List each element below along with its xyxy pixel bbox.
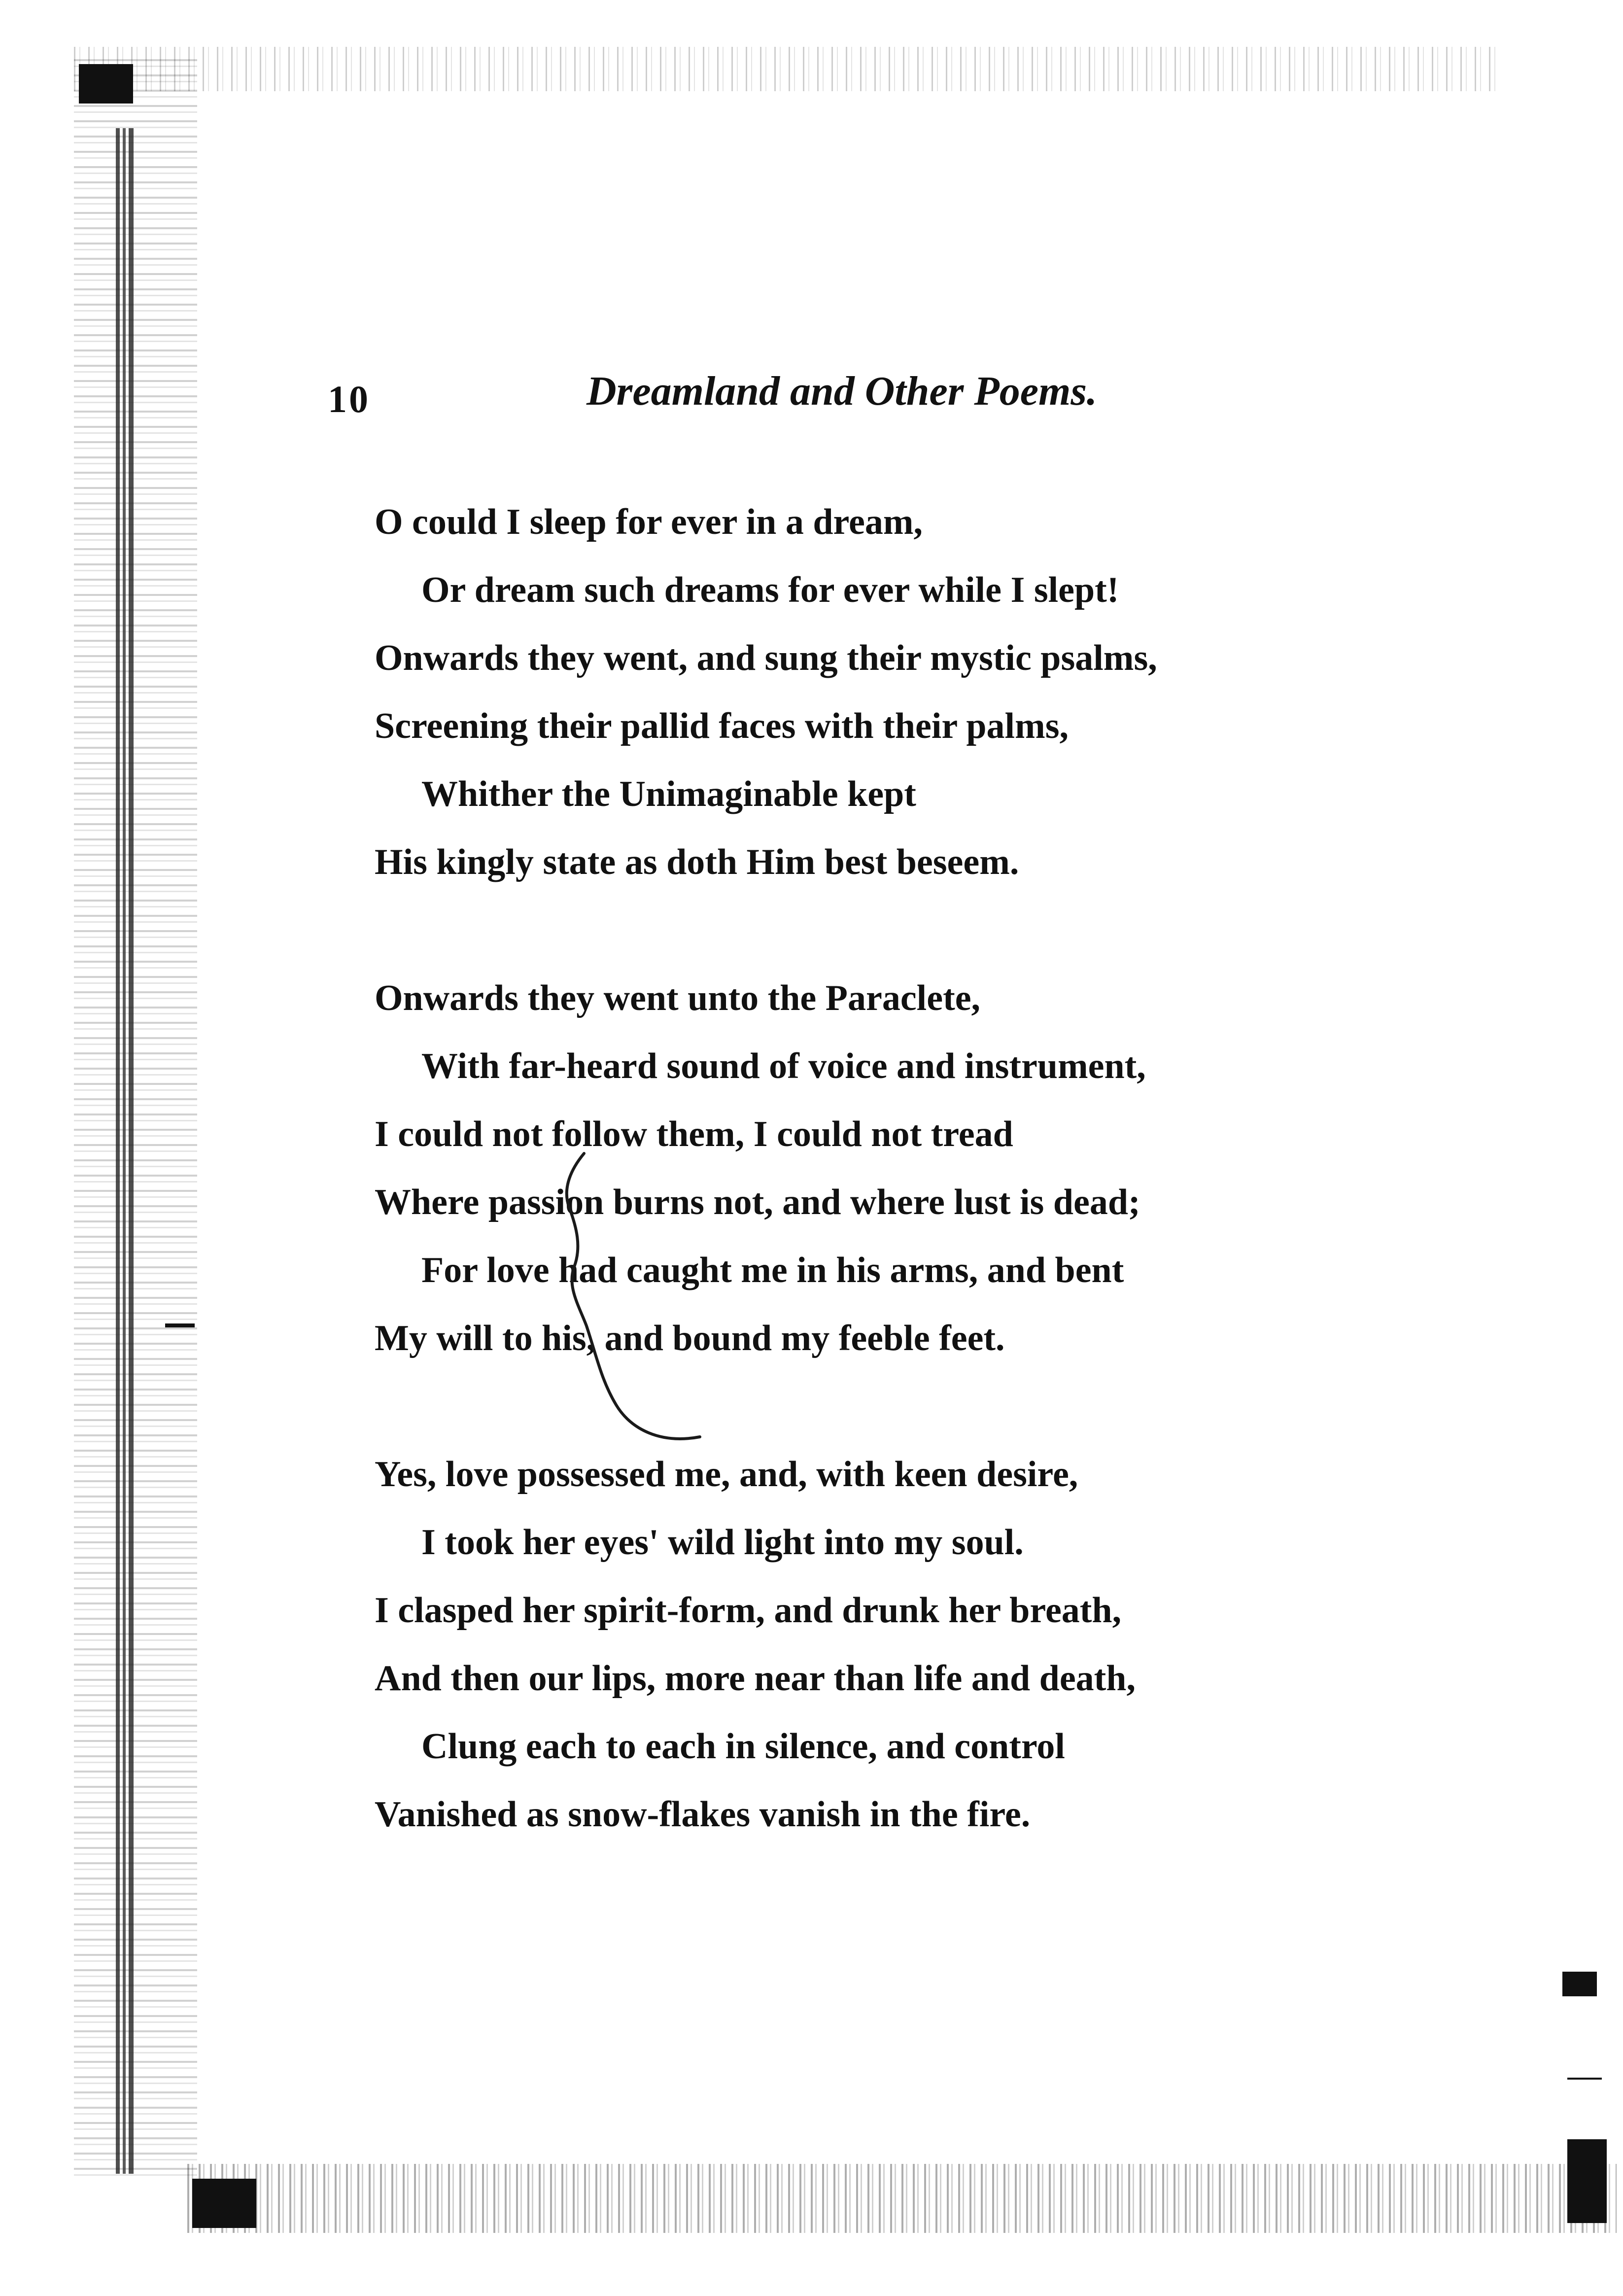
running-header (328, 367, 1230, 426)
scan-corner-block-right-upper (1562, 1972, 1597, 1996)
poem-line: I clasped her spirit-form, and drunk her breath, (375, 1590, 1122, 1631)
page-number: 10 (328, 378, 370, 420)
poem-line: Onwards they went, and sung their mystic psalms, (375, 638, 1157, 678)
scan-edge-left (74, 59, 197, 2179)
stanza (375, 488, 1311, 896)
poem-line: Clung each to each in silence, and control (421, 1726, 1065, 1767)
scan-gutter-rule (116, 128, 134, 2174)
poem-line: Yes, love possessed me, and, with keen desire, (375, 1454, 1078, 1495)
poem-line: And then our lips, more near than life and death, (375, 1658, 1136, 1699)
stanza (375, 1440, 1311, 1848)
poem-line: Where passion burns not, and where lust is dead; (375, 1182, 1140, 1222)
poem-line: His kingly state as doth Him best beseem. (375, 842, 1019, 882)
poem-line: Vanished as snow-flakes vanish in the fire. (375, 1794, 1031, 1835)
scan-edge-top (74, 47, 1503, 91)
poem-line: With far-heard sound of voice and instrument, (421, 1046, 1146, 1086)
scan-corner-block-top-left (79, 64, 133, 104)
poem-line: My will to his, and bound my feeble feet. (375, 1318, 1005, 1358)
running-title: Dreamland and Other Poems. (587, 368, 1098, 414)
scan-corner-block-right-lower (1567, 2139, 1607, 2223)
poem-line: Onwards they went unto the Paraclete, (375, 978, 981, 1018)
scan-corner-block-bottom-left (192, 2179, 256, 2228)
poem-line: Or dream such dreams for ever while I slept! (421, 570, 1119, 610)
handwritten-pen-mark (542, 1148, 789, 1469)
poem-line: For love had caught me in his arms, and bent (421, 1250, 1124, 1290)
scan-tick (1567, 2078, 1602, 2080)
stanza (375, 964, 1311, 1372)
scan-edge-bottom (187, 2164, 1617, 2233)
poem-line: I could not follow them, I could not tread (375, 1114, 1013, 1154)
poem-body (375, 488, 1311, 1848)
poem-line: O could I sleep for ever in a dream, (375, 502, 923, 542)
poem-line: I took her eyes' wild light into my soul. (421, 1522, 1024, 1563)
poem-line: Screening their pallid faces with their palms, (375, 706, 1069, 746)
poem-line: Whither the Unimaginable kept (421, 774, 916, 814)
scan-tick (165, 1323, 195, 1327)
